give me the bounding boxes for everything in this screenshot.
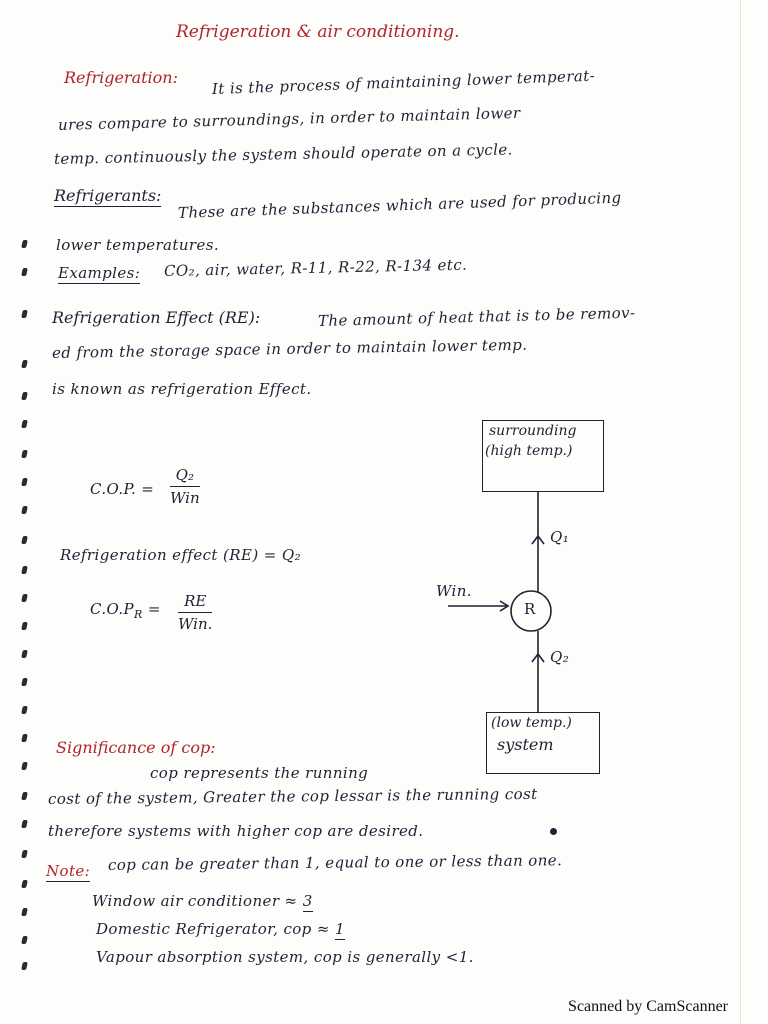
copr-numerator: RE	[178, 592, 212, 613]
surrounding-box-subtitle: (high temp.)	[485, 443, 573, 459]
surrounding-box	[482, 420, 604, 492]
note-label: Note:	[46, 862, 91, 880]
refrigeration-line: It is the process of maintaining lower temperat-	[211, 66, 596, 98]
re-formula: Refrigeration effect (RE) = Q₂	[60, 546, 301, 564]
surrounding-box-title: surrounding	[489, 423, 577, 439]
scanner-watermark: Scanned by CamScanner	[568, 998, 728, 1015]
significance-line: therefore systems with higher cop are desired.	[48, 822, 424, 840]
note-text: cop can be greater than 1, equal to one or less than one.	[107, 851, 563, 874]
refrigerants-heading: Refrigerants:	[54, 186, 162, 205]
copr-equals: =	[147, 600, 161, 618]
page-title: Refrigeration & air conditioning.	[176, 22, 460, 42]
copr-denominator: Win.	[178, 615, 213, 633]
refrigeration-effect-heading: Refrigeration Effect (RE):	[52, 308, 261, 327]
copr-subscript: R	[134, 608, 143, 621]
significance-heading: Significance of cop:	[56, 738, 216, 757]
note-item-label: Domestic Refrigerator, cop ≈	[96, 920, 330, 938]
note-item	[92, 892, 313, 910]
significance-line: cop represents the running	[150, 764, 369, 782]
system-box-subtitle: (low temp.)	[491, 715, 572, 731]
system-box	[486, 712, 600, 774]
refrigerants-line: These are the substances which are used for producing	[177, 188, 622, 222]
refrigeration-effect-line: is known as refrigeration Effect.	[52, 380, 312, 398]
note-item-value: <1.	[445, 948, 474, 966]
refrigeration-heading: Refrigeration:	[64, 68, 178, 87]
q1-label: Q₁	[550, 528, 570, 546]
note-item	[96, 948, 474, 966]
examples-text: CO₂, air, water, R-11, R-22, R-134 etc.	[163, 255, 468, 280]
refrigeration-line: temp. continuously the system should operate on a cycle.	[53, 140, 513, 168]
system-box-title: system	[497, 735, 554, 754]
refrigeration-effect-line: The amount of heat that is to be remov-	[317, 303, 636, 330]
note-item-label: Vapour absorption system, cop is generally	[96, 948, 441, 966]
refrigeration-line: ures compare to surroundings, in order to maintain lower	[57, 103, 521, 134]
refrigeration-effect-line: ed from the storage space in order to maintain lower temp.	[51, 335, 528, 362]
win-label: Win.	[436, 582, 472, 600]
q2-label: Q₂	[550, 648, 570, 666]
note-item	[96, 920, 345, 938]
note-item-value: 3	[302, 892, 313, 910]
copr-text: C.O.P	[90, 600, 134, 618]
note-item-label: Window air conditioner ≈	[92, 892, 298, 910]
examples-label: Examples:	[58, 264, 141, 282]
significance-line: cost of the system, Greater the cop lessar is the running cost	[47, 784, 538, 808]
cop-denominator: Win	[170, 489, 200, 507]
cop-label: C.O.P. =	[90, 480, 155, 498]
node-label: R	[524, 600, 536, 618]
refrigerants-line: lower temperatures.	[56, 236, 220, 254]
note-item-value: 1	[335, 920, 345, 938]
cop-numerator: Q₂	[170, 466, 200, 487]
bullet-dot	[550, 828, 557, 835]
